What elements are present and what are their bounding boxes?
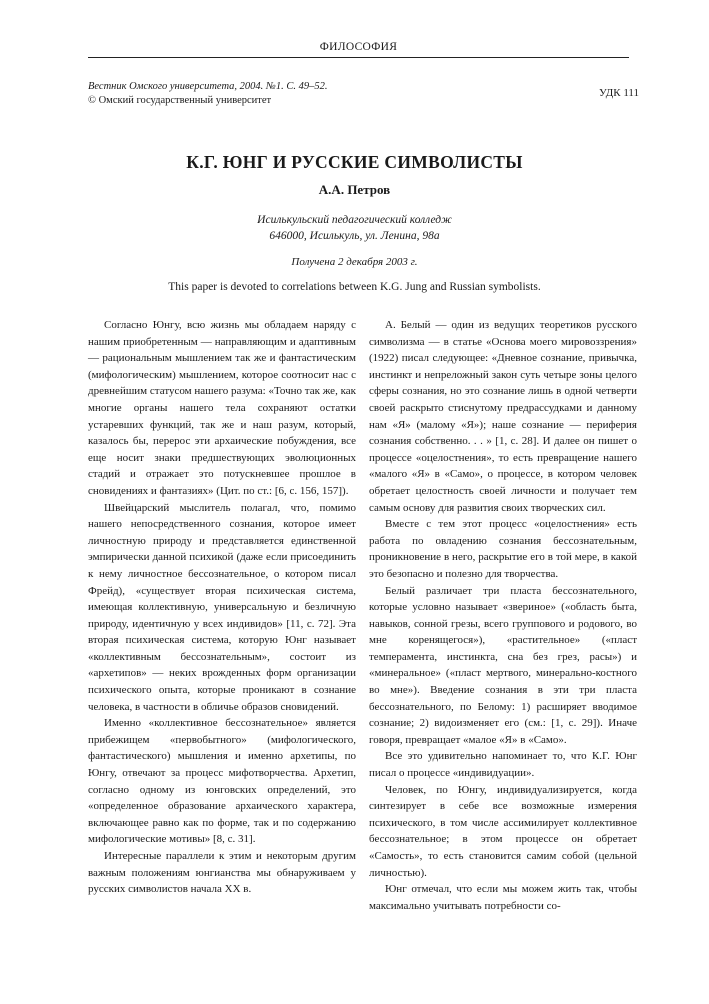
affiliation-address: 646000, Исилькуль, ул. Ленина, 98а	[269, 230, 440, 242]
paragraph: Человек, по Юнгу, индивидуализируется, когда синтезирует в себе все возможные измерения психического, в том числе ассимилирует коллективное бессознательное; в этом процессе он обретает «Самость», то есть становится самим собой (цельной личностью).	[369, 783, 637, 879]
paragraph: А. Белый — один из ведущих теоретиков русского символизма — в статье «Основа моего мировоззрения» (1922) писал следующее: «Дневное сознание, привычка, инстинкт и непреложный закон суть четыре зоны целого сферы сознания, но это сознание лишь в одной четверти своей раскрыто стиснутому предрассудками и данному нам «Я» (малому «Я»); наше сознание — периферия сознания собственно. . . » [1, с. 28]. И далее он пишет о процессе «оцелостнения», то есть превращение нашего «малого «Я» в «Само», о процессе, в котором человек обретает целостность своей личности и получает тем самым основу для развития своих творческих сил.	[369, 319, 637, 514]
paragraph: Швейцарский мыслитель полагал, что, помимо нашего непосредственного сознания, которое имеет личностную природу и представляется единственной эмпирически данной психикой (даже если присоединить к нему личностное бессознательное, о котором писал Фрейд), «существует вторая психическая система, имеющая коллективную, универсальную и безличную природу, идентичную у всех индивидов» [11, с. 72]. Эта вторая психическая система, которую Юнг называет «коллективным бессознательным», состоит из «архетипов» — неких врожденных форм организации психического опыта, которые проникают в сознание человека, в частности в обличье образов сновидений.	[88, 501, 356, 713]
right-column	[369, 317, 637, 914]
udk-code: УДК 111	[599, 87, 639, 99]
journal-info	[88, 80, 327, 108]
left-column	[88, 317, 356, 898]
copyright-line: © Омский государственный университет	[88, 95, 272, 106]
paragraph: Белый различает три пласта бессознательного, которые условно называет «звериное» («область быта, навыков, сонной грезы, всего группового и родового, во мне коренящегося»), «растительное» («пласт темперамента, инстинкта, сна без грез, расы») и «минеральное» («пласт мертвого, минерально-костного во мне»). Введение сознания в эти три пласта бессознательного, по Белому: 1) расширяет вводимое сознание; 2) видоизменяет его (см.: [1, с. 29]). Иначе говоря, превращает «малое «Я» в «Само».	[369, 584, 637, 746]
article-author: А.А. Петров	[318, 182, 391, 197]
paragraph: Именно «коллективное бессознательное» является прибежищем «первобытного» (мифологического, фантастического) мышления и именно архетипы, по Юнгу, отвечают за процесс мифотворчества. Архетип, согласно одному из юнговских определений, это «определенное образование архаического характера, включающее равно как по форме, так и по содержанию мифологические мотивы» [8, с. 31].	[88, 717, 356, 846]
paragraph: Юнг отмечал, что если мы можем жить так, чтобы максимально учитывать потребности со-	[369, 883, 637, 912]
received-date: Получена 2 декабря 2003 г.	[291, 256, 418, 268]
author-affiliation	[0, 212, 709, 244]
affiliation-name: Исилькульский педагогический колледж	[257, 214, 452, 226]
paragraph: Согласно Юнгу, всю жизнь мы обладаем наряду с нашим приобретенным — направляющим и адаптивным — рациональным мышлением так же и фантастическим (мифологическим) мышлением, которое соотносит нас с древнейшим статусом нашего разума: «Точно так же, как многие органы нашего тела сохраняют остатки устаревших функций, так же и наш разум, который, казалось бы, перерос эти архаические побуждения, все еще носит знаки предшествующих эволюционных стадий и отражает это потускневшее прошлое в сновидениях и фантазиях» (Цит. по ст.: [6, с. 156, 157]).	[88, 319, 356, 497]
paragraph: Интересные параллели к этим и некоторым другим важным положениям юнгианства мы обнаруживаем у русских символистов начала XX в.	[88, 850, 356, 896]
section-header: ФИЛОСОФИЯ	[88, 40, 629, 58]
abstract: This paper is devoted to correlations between K.G. Jung and Russian symbolists.	[168, 281, 541, 293]
article-title: К.Г. ЮНГ И РУССКИЕ СИМВОЛИСТЫ	[186, 152, 523, 172]
paragraph: Все это удивительно напоминает то, что К.Г. Юнг писал о процессе «индивидуации».	[369, 750, 637, 780]
journal-citation: Вестник Омского университета, 2004. №1. С. 49–52.	[88, 81, 328, 92]
paragraph: Вместе с тем этот процесс «оцелостнения» есть работа по овладению сознания бессознательным, проникновение в него, раскрытие его в той мере, в какой это безопасно и полезно для творчества.	[369, 518, 637, 580]
